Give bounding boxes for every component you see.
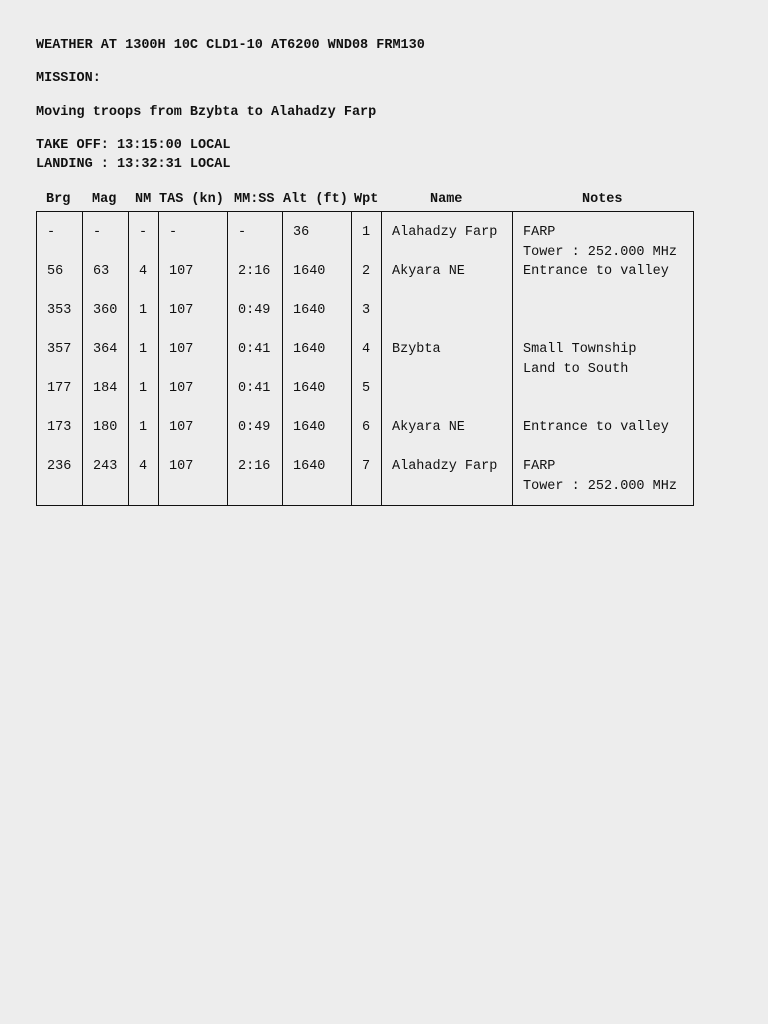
weather-line: WEATHER AT 1300H 10C CLD1-10 AT6200 WND08 FRM130 [36, 38, 425, 53]
cell-tas: 107 [159, 301, 228, 340]
cell-mmss: 0:41 [228, 379, 283, 418]
column-header-mmss: MM:SS [234, 192, 275, 207]
cell-tas: 107 [159, 418, 228, 457]
cell-wpt: 3 [352, 301, 382, 340]
cell-mag: 243 [83, 457, 129, 506]
cell-nm: 1 [129, 379, 159, 418]
cell-notes [513, 457, 694, 506]
note-line: FARP [523, 459, 556, 474]
cell-brg: 236 [37, 457, 83, 506]
cell-mag: 184 [83, 379, 129, 418]
cell-wpt: 6 [352, 418, 382, 457]
cell-name: Bzybta [382, 340, 513, 379]
cell-brg: - [37, 212, 83, 263]
landing-time: LANDING : 13:32:31 LOCAL [36, 157, 231, 172]
cell-nm: 4 [129, 457, 159, 506]
mission-label: MISSION: [36, 71, 101, 86]
cell-mmss: - [228, 212, 283, 263]
cell-name: Alahadzy Farp [382, 212, 513, 263]
cell-notes [513, 262, 694, 301]
column-header-wpt: Wpt [354, 192, 379, 207]
cell-alt: 1640 [283, 262, 352, 301]
takeoff-time: TAKE OFF: 13:15:00 LOCAL [36, 138, 231, 153]
column-header-notes: Notes [582, 192, 623, 207]
cell-mag: 360 [83, 301, 129, 340]
note-line: Entrance to valley [523, 264, 669, 279]
cell-wpt: 1 [352, 212, 382, 263]
cell-alt: 1640 [283, 379, 352, 418]
cell-nm: 1 [129, 340, 159, 379]
cell-brg: 173 [37, 418, 83, 457]
table-row [37, 379, 694, 418]
note-line [523, 399, 693, 419]
table-row [37, 457, 694, 506]
cell-name: Alahadzy Farp [382, 457, 513, 506]
cell-mmss: 0:41 [228, 340, 283, 379]
cell-mmss: 2:16 [228, 262, 283, 301]
column-header-alt: Alt (ft) [283, 192, 348, 207]
cell-name: Akyara NE [382, 418, 513, 457]
cell-brg: 177 [37, 379, 83, 418]
cell-mag: 180 [83, 418, 129, 457]
table-row [37, 262, 694, 301]
table-row [37, 340, 694, 379]
cell-tas: 107 [159, 340, 228, 379]
cell-notes [513, 212, 694, 263]
note-line: Small Township [523, 342, 637, 357]
note-line [523, 301, 693, 321]
note-line: Land to South [523, 361, 629, 377]
note-line: Tower : 252.000 MHz [523, 478, 677, 494]
cell-alt: 36 [283, 212, 352, 263]
column-header-name: Name [430, 192, 463, 207]
column-header-brg: Brg [46, 192, 71, 207]
cell-wpt: 4 [352, 340, 382, 379]
cell-alt: 1640 [283, 340, 352, 379]
cell-tas: 107 [159, 262, 228, 301]
cell-alt: 1640 [283, 301, 352, 340]
cell-mag: - [83, 212, 129, 263]
cell-alt: 1640 [283, 457, 352, 506]
cell-notes [513, 418, 694, 457]
cell-wpt: 7 [352, 457, 382, 506]
cell-mmss: 0:49 [228, 418, 283, 457]
note-line [523, 282, 693, 302]
note-line: FARP [523, 225, 556, 240]
cell-mmss: 0:49 [228, 301, 283, 340]
cell-mmss: 2:16 [228, 457, 283, 506]
cell-name [382, 301, 513, 340]
cell-notes [513, 340, 694, 379]
note-line [523, 321, 693, 341]
cell-tas: - [159, 212, 228, 263]
cell-nm: 4 [129, 262, 159, 301]
mission-description: Moving troops from Bzybta to Alahadzy Farp [36, 105, 377, 120]
cell-alt: 1640 [283, 418, 352, 457]
cell-nm: 1 [129, 418, 159, 457]
column-header-mag: Mag [92, 192, 117, 207]
note-line [523, 379, 693, 399]
cell-nm: 1 [129, 301, 159, 340]
cell-wpt: 5 [352, 379, 382, 418]
column-header-nm: NM [135, 192, 152, 207]
table-row [37, 418, 694, 457]
cell-notes [513, 379, 694, 418]
cell-brg: 357 [37, 340, 83, 379]
cell-tas: 107 [159, 379, 228, 418]
note-line [523, 438, 693, 458]
cell-brg: 56 [37, 262, 83, 301]
cell-mag: 63 [83, 262, 129, 301]
note-line: Tower : 252.000 MHz [523, 244, 677, 260]
cell-brg: 353 [37, 301, 83, 340]
cell-tas: 107 [159, 457, 228, 506]
cell-name [382, 379, 513, 418]
table-row [37, 301, 694, 340]
cell-name: Akyara NE [382, 262, 513, 301]
cell-mag: 364 [83, 340, 129, 379]
note-line: Entrance to valley [523, 420, 669, 435]
flight-legs-table [36, 211, 694, 506]
cell-wpt: 2 [352, 262, 382, 301]
cell-nm: - [129, 212, 159, 263]
column-header-tas: TAS (kn) [159, 192, 224, 207]
table-row [37, 212, 694, 263]
cell-notes [513, 301, 694, 340]
